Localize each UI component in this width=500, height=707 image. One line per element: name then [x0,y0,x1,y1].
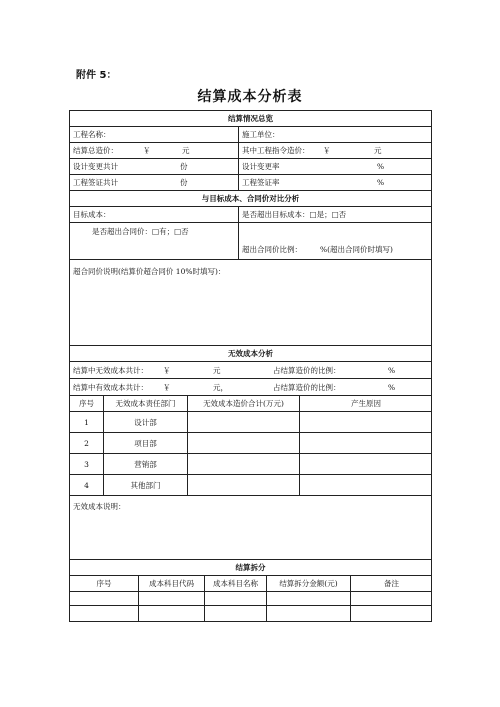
summary-row-1 [70,127,431,143]
split-row [70,606,431,621]
split-name-cell[interactable] [204,592,266,605]
exceed-contract-field: 是否超出合同价： □有； □否 [92,227,189,236]
visa-rate-field[interactable]: 工程签证率 % [238,175,432,190]
comparison-section-header: 与目标成本、合同价对比分析 [70,191,431,207]
invalid-explanation-area[interactable]: 无效成本说明： [70,496,431,560]
split-name-cell[interactable] [204,606,266,621]
split-note-cell[interactable] [350,592,432,605]
split-amount-cell[interactable] [266,606,350,621]
attachment-label: 附件 5： [76,70,117,81]
invalid-cost-section-header: 无效成本分析 [70,346,431,362]
split-amount-cell[interactable] [266,592,350,605]
invalid-reason-cell[interactable] [299,433,432,453]
invalid-amount-cell[interactable] [187,454,299,474]
invalid-cost-table-header: 序号 无效成本责任部门 无效成本造价合计(万元) 产生原因 [70,396,431,412]
contract-explanation-area[interactable]: 超合同价说明(结算价超合同价 10%时填写)： [70,260,431,346]
summary-row-2 [70,143,431,159]
design-change-rate-field[interactable]: 设计变更率 % [238,159,432,174]
exceed-contract-no-checkbox[interactable]: □否 [174,227,189,236]
table-row: 2 项目部 [70,433,431,454]
split-no-cell[interactable] [70,606,138,621]
comparison-row-1 [70,207,431,223]
split-note-cell[interactable] [350,606,432,621]
split-code-cell[interactable] [138,606,204,621]
valid-total-row[interactable]: 结算中有效成本共计： ￥ 元， 占结算造价的比例： % [70,379,431,396]
summary-row-4 [70,175,431,191]
exceed-target-field: 是否超出目标成本： □是； □否 [238,207,432,222]
summary-section-header: 结算情况总览 [70,111,431,127]
visa-total-field[interactable]: 工程签证共计 份 [73,178,188,187]
exceed-contract-yes-checkbox[interactable]: □有； [152,227,175,236]
invalid-amount-cell[interactable] [187,433,299,453]
design-change-total-field[interactable]: 设计变更共计 份 [73,162,188,171]
split-table-header: 序号 成本科目代码 成本科目名称 结算拆分金额(元) 备注 [70,576,431,592]
project-name-field[interactable]: 工程名称： [73,130,111,139]
cost-analysis-form [69,110,432,622]
table-row: 4 其他部门 [70,475,431,496]
directive-cost-field[interactable]: 其中工程指令造价： ￥ 元 [238,143,432,158]
invalid-reason-cell[interactable] [299,412,432,432]
table-row: 3 营销部 [70,454,431,475]
comparison-row-2 [70,223,431,260]
invalid-amount-cell[interactable] [187,475,299,495]
total-cost-field[interactable]: 结算总造价： ￥ 元 [73,146,190,155]
target-cost-field[interactable]: 目标成本： [73,210,111,219]
split-section-header: 结算拆分 [70,560,431,576]
split-row [70,592,431,606]
split-code-cell[interactable] [138,592,204,605]
split-no-cell[interactable] [70,592,138,605]
exceed-target-yes-checkbox[interactable]: □是； [309,210,332,219]
exceed-target-no-checkbox[interactable]: □否 [331,210,347,219]
exceed-ratio-field[interactable]: 超出合同价比例： %(超出合同价时填写) [238,223,432,259]
summary-row-3 [70,159,431,175]
page-title: 结算成本分析表 [197,89,303,105]
invalid-reason-cell[interactable] [299,454,432,474]
invalid-reason-cell[interactable] [299,475,432,495]
contractor-field[interactable]: 施工单位： [238,127,432,142]
invalid-total-row[interactable]: 结算中无效成本共计： ￥ 元 占结算造价的比例： % [70,362,431,379]
table-row: 1 设计部 [70,412,431,433]
invalid-amount-cell[interactable] [187,412,299,432]
